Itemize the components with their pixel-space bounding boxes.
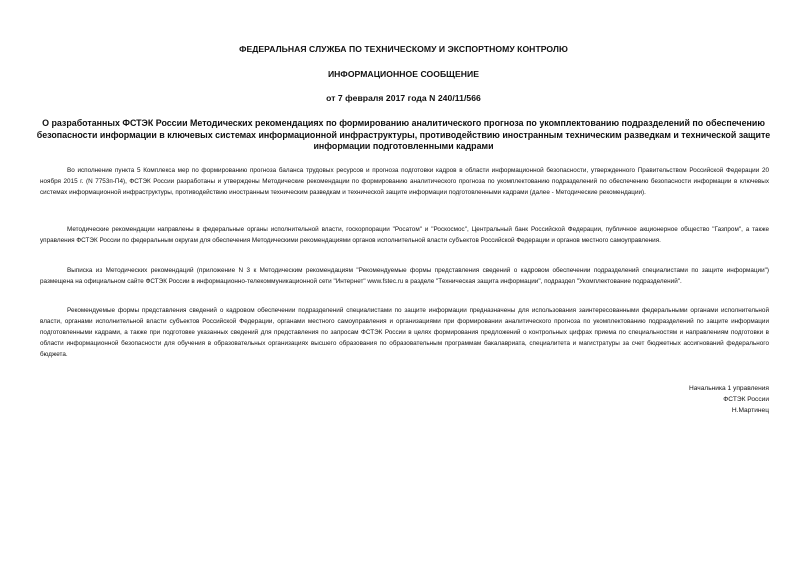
body-paragraph: Методические рекомендации направлены в федеральные органы исполнительной власти, госкорпорации "Росатом" и "Роскосмос", Центральный банк Российской Федерации, публичное акционерное общество "Газпром", а также управления ФСТЭК России по федеральным округам для обеспечения Методическими рекомендациями органов исполнительной власти субъектов Российской Федерации и органов местного самоуправления. <box>40 226 769 244</box>
signer-name: Н.Мартинец <box>731 406 769 414</box>
document-title: О разработанных ФСТЭК России Методических рекомендациях по формированию аналитического прогноза по укомплектованию подразделений по обеспечению безопасности информации в ключевых системах информационной инфраструктуры, противодействию иностранным техническим разведкам и технической защите информации подготовленными кадрами <box>36 118 771 152</box>
agency-name: ФЕДЕРАЛЬНАЯ СЛУЖБА ПО ТЕХНИЧЕСКОМУ И ЭКСПОРТНОМУ КОНТРОЛЮ <box>239 44 568 54</box>
signer-organization: ФСТЭК России <box>723 395 769 403</box>
body-paragraph: Во исполнение пункта 5 Комплекса мер по формированию прогноза баланса трудовых ресурсов и прогноза подготовки кадров в области информационной безопасности, утвержденного Правительством Российской Федерации 20 ноября 2015 г. (N 7753п-П4), ФСТЭК России разработаны и утверждены Методические рекомендации по формированию аналитического прогноза по укомплектованию подразделений по обеспечению безопасности информации в ключевых системах информационной инфраструктуры, противодействию иностранным техническим разведкам и технической защите информации подготовленными кадрами (далее - Методические рекомендации). <box>40 167 769 196</box>
document-type: ИНФОРМАЦИОННОЕ СООБЩЕНИЕ <box>327 69 480 79</box>
signature-block <box>689 384 769 416</box>
body-paragraph: Рекомендуемые формы представления сведений о кадровом обеспечении подразделений специалистами по защите информации предназначены для использования заинтересованными федеральными органами исполнительной власти, органами исполнительной власти субъектов Российской Федерации, органами местного самоуправления и организациями при формировании аналитического прогноза по укомплектованию подразделений по защите информации подготовленными кадрами, а также при подготовке указанных сведений для представления по запросам ФСТЭК России в целях формирования предложений о контрольных цифрах приема по специальностям и направлениям подготовки в области информационной безопасности для обучения в образовательных организациях высшего образования по образовательным программам бакалавриата, специалитета и магистратуры за счет бюджетных ассигнований федерального бюджета. <box>40 307 769 358</box>
body-paragraph: Выписка из Методических рекомендаций (приложение N 3 к Методическим рекомендациям "Рекомендуемые формы представления сведений о кадровом обеспечении подразделений специалистами по защите информации") размещена на официальном сайте ФСТЭК России в информационно-телекоммуникационной сети "Интернет" www.fstec.ru в разделе "Техническая защита информации", подраздел "Укомплектование подразделений". <box>40 267 769 285</box>
document-date-number: от 7 февраля 2017 года N 240/11/566 <box>326 93 481 103</box>
signer-position: Начальника 1 управления <box>689 385 769 392</box>
